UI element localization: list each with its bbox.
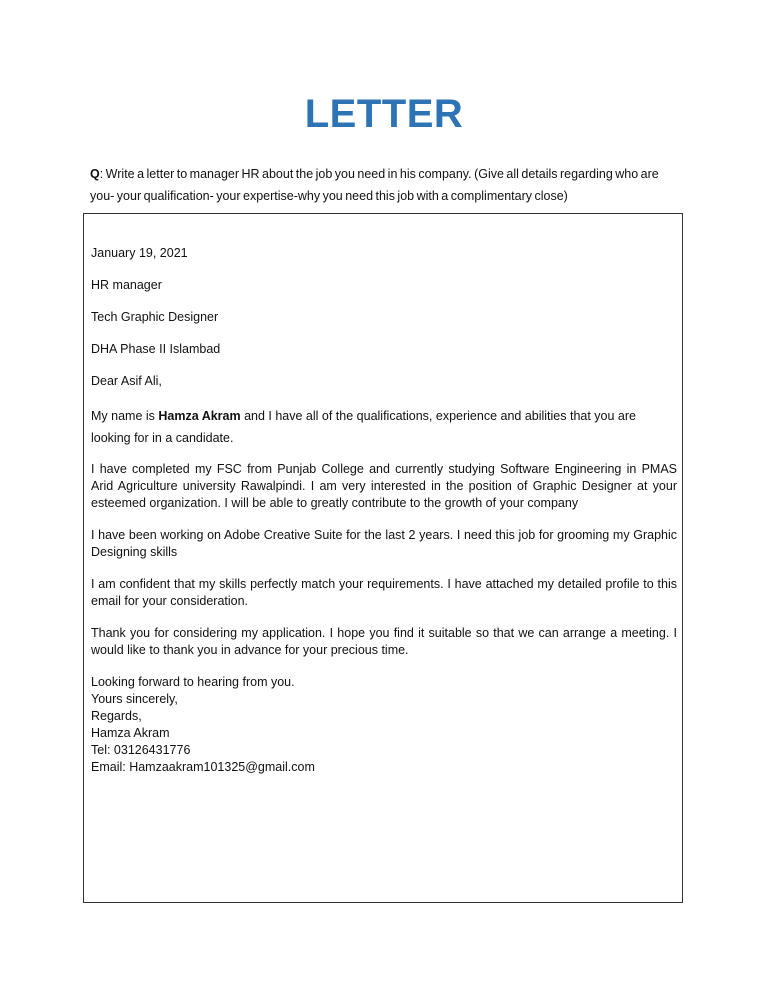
recipient-title: HR manager <box>91 278 162 292</box>
thanks-paragraph: Thank you for considering my application. I hope you find it suitable so that we can arrange a meeting. I would like to thank you in advance for your precious time. <box>91 626 677 657</box>
intro-text-before: My name is <box>91 409 159 423</box>
recipient-company: Tech Graphic Designer <box>91 310 219 324</box>
intro-paragraph <box>91 405 677 449</box>
letter-date: January 19, 2021 <box>91 246 188 260</box>
closing-line: Regards, <box>91 709 142 723</box>
letter-box <box>83 213 683 903</box>
email-address: Hamzaakram101325@gmail.com <box>129 760 315 774</box>
education-paragraph: I have completed my FSC from Punjab College and currently studying Software Engineering in PMAS Arid Agriculture university Rawalpindi. I am very interested in the position of Graphic Designer at your esteemed organization. I will be able to greatly contribute to the growth of your company <box>91 462 677 510</box>
question-prompt <box>90 163 680 207</box>
applicant-name: Hamza Akram <box>158 409 241 423</box>
email-label: Email: <box>91 760 130 774</box>
confidence-paragraph: I am confident that my skills perfectly match your requirements. I have attached my detailed profile to this email for your consideration. <box>91 577 677 608</box>
document-title: LETTER <box>304 92 464 136</box>
letter-body <box>91 245 677 776</box>
closing-line: Yours sincerely, <box>91 692 178 706</box>
salutation: Dear Asif Ali, <box>91 374 162 388</box>
experience-paragraph: I have been working on Adobe Creative Suite for the last 2 years. I need this job for grooming my Graphic Designing skills <box>91 528 677 559</box>
question-label: Q <box>90 167 100 181</box>
signature-name: Hamza Akram <box>91 726 170 740</box>
intro-text-after: and I have all of the qualifications, experience and abilities that you are looking for in a candidate. <box>91 409 637 445</box>
telephone: Tel: 03126431776 <box>91 743 191 757</box>
closing-line: Looking forward to hearing from you. <box>91 675 295 689</box>
email-line <box>91 759 677 776</box>
recipient-address: DHA Phase II Islambad <box>91 342 221 356</box>
question-text: : Write a letter to manager HR about the job you need in his company. (Give all details regarding who are you- your qualification- your expertise-why you need this job with a complimentary close) <box>90 167 659 203</box>
